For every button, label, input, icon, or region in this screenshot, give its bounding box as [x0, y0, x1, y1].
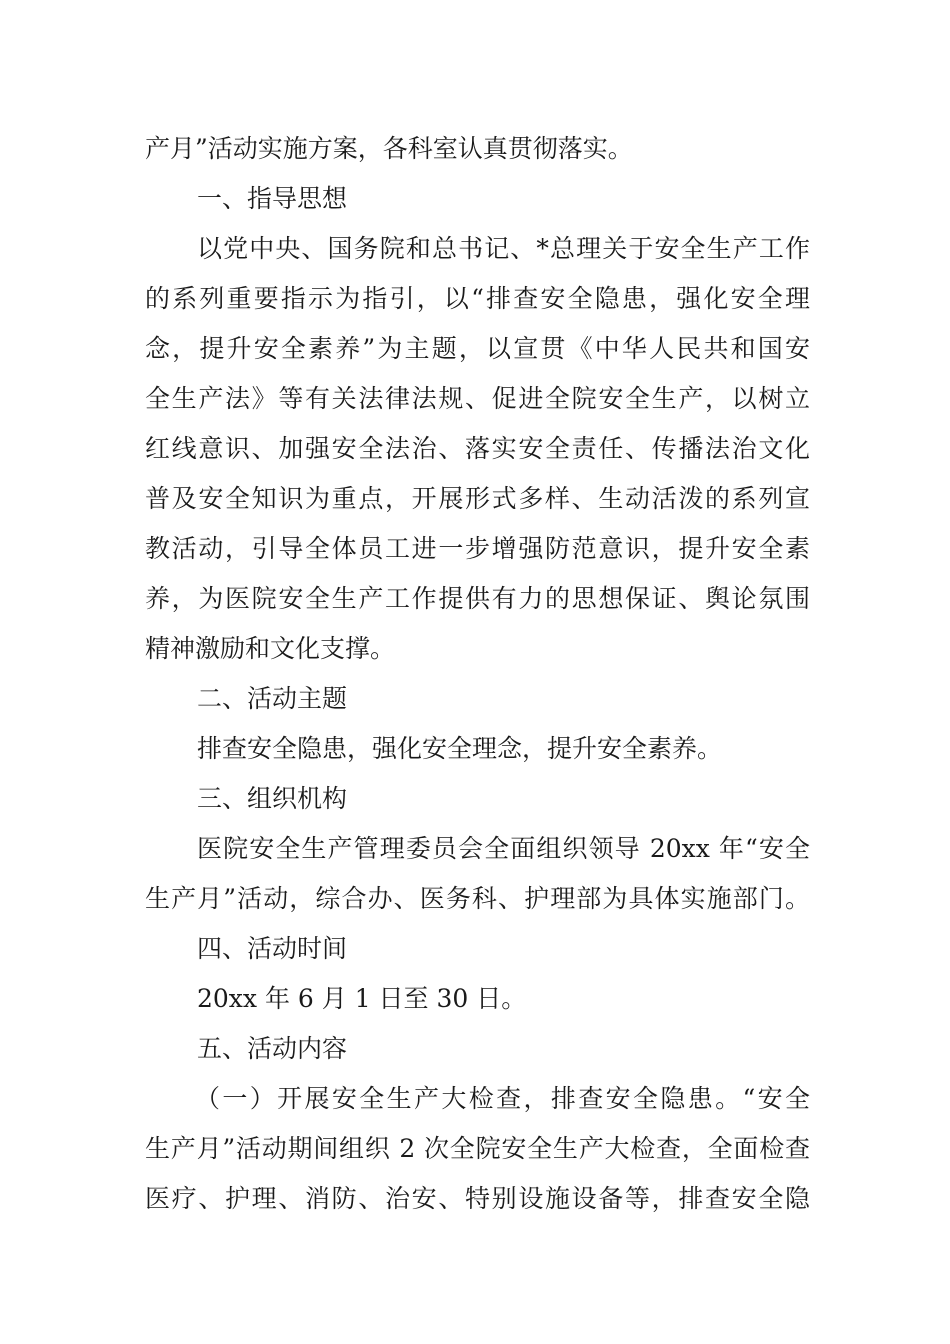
- text-line: 的系列重要指示为指引，以“排查安全隐患，强化安全理: [145, 284, 810, 313]
- text-line: 医疗、护理、消防、治安、特别设施设备等，排查安全隐: [145, 1184, 810, 1213]
- text-line: 医院安全生产管理委员会全面组织领导 20xx 年“安全: [197, 834, 810, 863]
- text-line: 20xx 年 6 月 1 日至 30 日。: [197, 984, 527, 1013]
- text-line: 排查安全隐患，强化安全理念，提升安全素养。: [197, 734, 723, 763]
- text-line: 念，提升安全素养”为主题，以宣贯《中华人民共和国安: [145, 334, 810, 363]
- text-line: 养，为医院安全生产工作提供有力的思想保证、舆论氛围: [145, 584, 810, 613]
- section-heading: 三、组织机构: [197, 784, 348, 813]
- text-line: 全生产法》等有关法律法规、促进全院安全生产，以树立: [145, 384, 810, 413]
- text-line: 以党中央、国务院和总书记、*总理关于安全生产工作: [197, 234, 810, 263]
- text-line: 普及安全知识为重点，开展形式多样、生动活泼的系列宣: [145, 484, 810, 513]
- text-line: 精神激励和文化支撑。: [145, 634, 396, 663]
- section-heading: 一、指导思想: [197, 184, 348, 213]
- section-heading: 五、活动内容: [197, 1034, 348, 1063]
- text-line: 生产月”活动期间组织 2 次全院安全生产大检查，全面检查: [145, 1134, 810, 1163]
- text-line: 教活动，引导全体员工进一步增强防范意识，提升安全素: [145, 534, 810, 563]
- text-line: 红线意识、加强安全法治、落实安全责任、传播法治文化: [145, 434, 810, 463]
- text-line: 产月”活动实施方案，各科室认真贯彻落实。: [145, 134, 633, 163]
- text-line: （一）开展安全生产大检查，排查安全隐患。“安全: [195, 1084, 810, 1113]
- section-heading: 二、活动主题: [197, 684, 348, 713]
- document-page: [145, 124, 810, 1224]
- section-heading: 四、活动时间: [197, 934, 348, 963]
- text-line: 生产月”活动，综合办、医务科、护理部为具体实施部门。: [145, 884, 810, 913]
